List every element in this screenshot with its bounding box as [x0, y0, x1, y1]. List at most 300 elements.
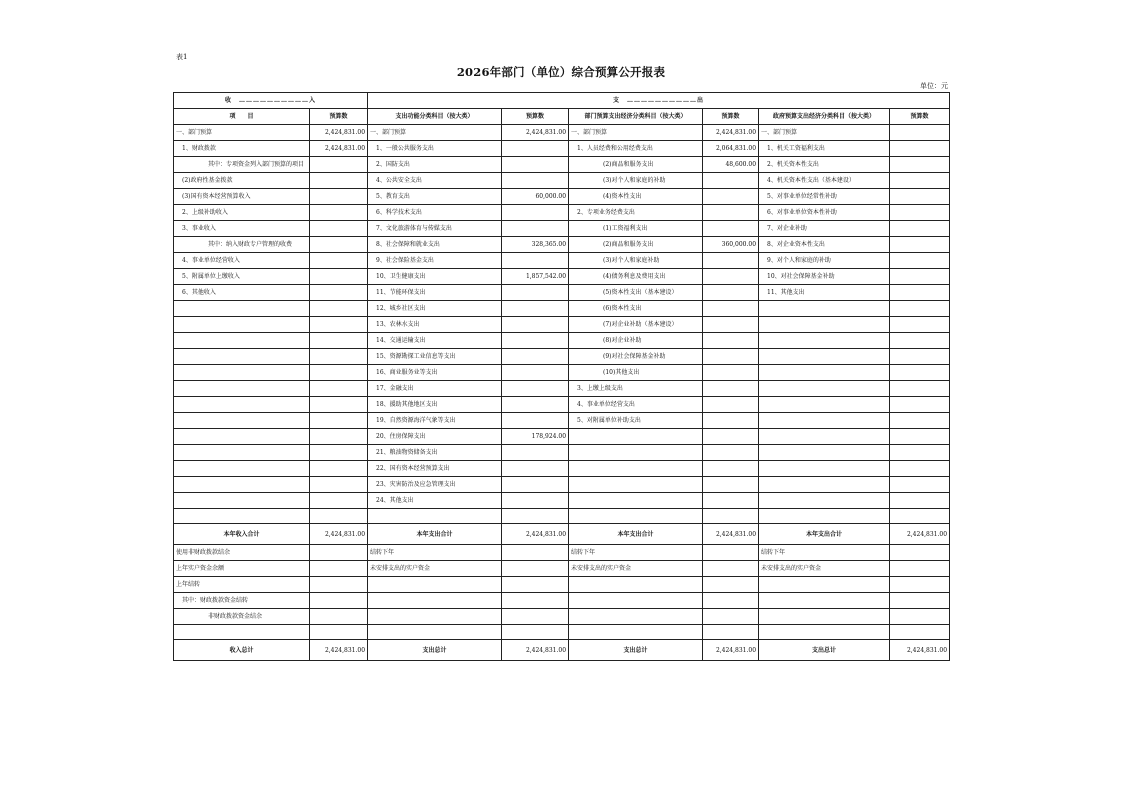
function-budget-cell: 60,000.00: [502, 189, 569, 205]
total-row: [174, 524, 950, 545]
function-item-cell: [368, 509, 502, 524]
function-item-cell: 19、自然资源海洋气象等支出: [368, 413, 502, 429]
gov-econ-budget-cell: [890, 413, 950, 429]
income-item-cell: 收入总计: [174, 640, 310, 661]
gov-econ-budget-cell: [890, 381, 950, 397]
dept-econ-item-cell: 本年支出合计: [569, 524, 703, 545]
function-item-cell: 9、社会保险基金支出: [368, 253, 502, 269]
gov-econ-budget-cell: [890, 397, 950, 413]
gov-econ-budget-cell: [890, 445, 950, 461]
function-item-cell: 15、资源勘探工业信息等支出: [368, 349, 502, 365]
dept-econ-budget-cell: [703, 317, 759, 333]
table-row: [174, 189, 950, 205]
table-row: [174, 461, 950, 477]
income-item-cell: [174, 397, 310, 413]
table-row: [174, 429, 950, 445]
income-budget-cell: [310, 237, 368, 253]
income-budget-cell: 2,424,831.00: [310, 524, 368, 545]
gov-econ-item-cell: [759, 349, 890, 365]
gov-econ-budget-cell: [890, 365, 950, 381]
income-budget-cell: [310, 413, 368, 429]
function-item-cell: 7、文化旅游体育与传媒支出: [368, 221, 502, 237]
gov-econ-item-cell: [759, 397, 890, 413]
dept-econ-budget-cell: [703, 285, 759, 301]
table-row: [174, 560, 950, 576]
gov-econ-budget-cell: [890, 429, 950, 445]
dept-econ-item-cell: 未安排支出的实户资金: [569, 560, 703, 576]
table-row: [174, 349, 950, 365]
income-budget-cell: 2,424,831.00: [310, 141, 368, 157]
function-item-cell: 21、粮油物资储备支出: [368, 445, 502, 461]
col-header-budget: 预算数: [310, 109, 368, 125]
income-budget-cell: [310, 624, 368, 639]
gov-econ-item-cell: 11、其他支出: [759, 285, 890, 301]
gov-econ-item-cell: 结转下年: [759, 544, 890, 560]
gov-econ-budget-cell: 2,424,831.00: [890, 524, 950, 545]
dept-econ-item-cell: 支出总计: [569, 640, 703, 661]
dept-econ-budget-cell: [703, 221, 759, 237]
dept-econ-budget-cell: [703, 269, 759, 285]
gov-econ-budget-cell: [890, 624, 950, 639]
gov-econ-budget-cell: [890, 253, 950, 269]
function-budget-cell: [502, 317, 569, 333]
function-item-cell: 16、商业服务业等支出: [368, 365, 502, 381]
col-header-item: 项 目: [174, 109, 310, 125]
function-budget-cell: [502, 349, 569, 365]
grand-total-row: [174, 640, 950, 661]
col-header-function-class: 支出功能分类科目（按大类）: [368, 109, 502, 125]
page-title: 2026年部门（单位）综合预算公开报表: [456, 65, 666, 79]
table-row: [174, 365, 950, 381]
function-item-cell: 6、科学技术支出: [368, 205, 502, 221]
function-budget-cell: [502, 461, 569, 477]
income-item-cell: [174, 301, 310, 317]
function-budget-cell: [502, 173, 569, 189]
income-item-cell: 5、附属单位上缴收入: [174, 269, 310, 285]
dept-econ-budget-cell: [703, 189, 759, 205]
gov-econ-budget-cell: [890, 189, 950, 205]
income-item-cell: [174, 493, 310, 509]
gov-econ-budget-cell: [890, 125, 950, 141]
dept-econ-item-cell: (10)其他支出: [569, 365, 703, 381]
function-budget-cell: [502, 221, 569, 237]
income-item-cell: 一、部门预算: [174, 125, 310, 141]
gov-econ-item-cell: 7、对企业补助: [759, 221, 890, 237]
function-budget-cell: [502, 285, 569, 301]
gov-econ-budget-cell: [890, 592, 950, 608]
gov-econ-item-cell: [759, 592, 890, 608]
col-header-budget: 预算数: [890, 109, 950, 125]
dept-econ-budget-cell: [703, 560, 759, 576]
income-item-cell: 使用非财政拨款结余: [174, 544, 310, 560]
income-group-header: 收 …………………………入: [174, 93, 368, 109]
table-row: [174, 173, 950, 189]
income-item-cell: [174, 413, 310, 429]
col-header-gov-economic-class: 政府预算支出经济分类科目（按大类）: [759, 109, 890, 125]
dept-econ-item-cell: (9)对社会保障基金补助: [569, 349, 703, 365]
dept-econ-budget-cell: [703, 477, 759, 493]
dept-econ-item-cell: 结转下年: [569, 544, 703, 560]
function-budget-cell: [502, 397, 569, 413]
gov-econ-budget-cell: [890, 349, 950, 365]
gov-econ-item-cell: 支出总计: [759, 640, 890, 661]
gov-econ-item-cell: [759, 624, 890, 639]
gov-econ-item-cell: 一、部门预算: [759, 125, 890, 141]
gov-econ-item-cell: [759, 365, 890, 381]
income-budget-cell: [310, 365, 368, 381]
function-item-cell: 20、住房保障支出: [368, 429, 502, 445]
function-budget-cell: [502, 608, 569, 624]
income-item-cell: [174, 429, 310, 445]
income-budget-cell: [310, 269, 368, 285]
dept-econ-item-cell: (8)对企业补助: [569, 333, 703, 349]
income-budget-cell: 2,424,831.00: [310, 125, 368, 141]
function-budget-cell: [502, 624, 569, 639]
income-item-cell: 上年结转: [174, 576, 310, 592]
table-row: [174, 381, 950, 397]
col-header-budget: 预算数: [502, 109, 569, 125]
function-budget-cell: [502, 509, 569, 524]
table-row: [174, 237, 950, 253]
function-budget-cell: [502, 544, 569, 560]
table-row: [174, 333, 950, 349]
function-item-cell: 1、一般公共服务支出: [368, 141, 502, 157]
dept-econ-item-cell: [569, 624, 703, 639]
dept-econ-item-cell: 1、人员经费和公用经费支出: [569, 141, 703, 157]
function-budget-cell: [502, 413, 569, 429]
table-row: [174, 624, 950, 639]
income-budget-cell: [310, 173, 368, 189]
gov-econ-item-cell: 9、对个人和家庭的补助: [759, 253, 890, 269]
gov-econ-budget-cell: [890, 509, 950, 524]
income-budget-cell: [310, 509, 368, 524]
dept-econ-item-cell: [569, 429, 703, 445]
income-budget-cell: [310, 157, 368, 173]
gov-econ-budget-cell: [890, 560, 950, 576]
function-budget-cell: [502, 333, 569, 349]
dept-econ-budget-cell: [703, 205, 759, 221]
gov-econ-item-cell: 本年支出合计: [759, 524, 890, 545]
group-header-row: [174, 93, 950, 109]
function-budget-cell: [502, 365, 569, 381]
income-item-cell: (3)国有资本经营预算收入: [174, 189, 310, 205]
income-item-cell: [174, 477, 310, 493]
dept-econ-budget-cell: 2,064,831.00: [703, 141, 759, 157]
dept-econ-item-cell: 一、部门预算: [569, 125, 703, 141]
dept-econ-item-cell: 5、对附属单位补助支出: [569, 413, 703, 429]
dept-econ-item-cell: (2)商品和服务支出: [569, 157, 703, 173]
gov-econ-budget-cell: [890, 173, 950, 189]
function-item-cell: [368, 608, 502, 624]
function-item-cell: 14、交通运输支出: [368, 333, 502, 349]
income-budget-cell: [310, 381, 368, 397]
table-row: [174, 317, 950, 333]
budget-table: [173, 92, 950, 661]
function-item-cell: 结转下年: [368, 544, 502, 560]
dept-econ-item-cell: [569, 461, 703, 477]
function-item-cell: 未安排支出的实户资金: [368, 560, 502, 576]
gov-econ-item-cell: [759, 413, 890, 429]
income-budget-cell: [310, 576, 368, 592]
function-item-cell: 10、卫生健康支出: [368, 269, 502, 285]
income-item-cell: 2、上级补助收入: [174, 205, 310, 221]
table-tag: 表1: [176, 53, 188, 61]
gov-econ-budget-cell: [890, 477, 950, 493]
table-row: [174, 253, 950, 269]
function-budget-cell: [502, 157, 569, 173]
function-item-cell: 18、援助其他地区支出: [368, 397, 502, 413]
income-budget-cell: [310, 560, 368, 576]
dept-econ-item-cell: 3、上缴上级支出: [569, 381, 703, 397]
dept-econ-budget-cell: 360,000.00: [703, 237, 759, 253]
income-item-cell: [174, 317, 310, 333]
income-item-cell: 1、财政拨款: [174, 141, 310, 157]
dept-econ-item-cell: (7)对企业补助（基本建设）: [569, 317, 703, 333]
gov-econ-budget-cell: [890, 157, 950, 173]
function-item-cell: 11、节能环保支出: [368, 285, 502, 301]
col-header-budget: 预算数: [703, 109, 759, 125]
dept-econ-item-cell: (6)资本性支出: [569, 301, 703, 317]
gov-econ-budget-cell: [890, 205, 950, 221]
table-row: [174, 269, 950, 285]
gov-econ-budget-cell: [890, 237, 950, 253]
gov-econ-item-cell: [759, 333, 890, 349]
table-row: [174, 592, 950, 608]
income-item-cell: 其中：纳入财政专户管理的收费: [174, 237, 310, 253]
gov-econ-budget-cell: [890, 461, 950, 477]
dept-econ-item-cell: (2)商品和服务支出: [569, 237, 703, 253]
dept-econ-budget-cell: [703, 624, 759, 639]
income-budget-cell: [310, 461, 368, 477]
income-budget-cell: [310, 477, 368, 493]
function-budget-cell: 2,424,831.00: [502, 125, 569, 141]
dept-econ-budget-cell: [703, 413, 759, 429]
function-item-cell: 本年支出合计: [368, 524, 502, 545]
dept-econ-item-cell: (1)工资福利支出: [569, 221, 703, 237]
dept-econ-budget-cell: [703, 333, 759, 349]
function-item-cell: 4、公共安全支出: [368, 173, 502, 189]
income-item-cell: (2)政府性基金拨款: [174, 173, 310, 189]
gov-econ-item-cell: [759, 608, 890, 624]
function-item-cell: 22、国有资本经营预算支出: [368, 461, 502, 477]
function-item-cell: 5、教育支出: [368, 189, 502, 205]
income-budget-cell: [310, 608, 368, 624]
gov-econ-budget-cell: [890, 301, 950, 317]
table-row: [174, 608, 950, 624]
dept-econ-budget-cell: 2,424,831.00: [703, 524, 759, 545]
income-budget-cell: [310, 493, 368, 509]
income-budget-cell: [310, 349, 368, 365]
function-budget-cell: 2,424,831.00: [502, 524, 569, 545]
income-budget-cell: [310, 317, 368, 333]
income-budget-cell: [310, 205, 368, 221]
dept-econ-budget-cell: [703, 544, 759, 560]
gov-econ-item-cell: 1、机关工资福利支出: [759, 141, 890, 157]
table-row: [174, 493, 950, 509]
gov-econ-budget-cell: [890, 544, 950, 560]
gov-econ-budget-cell: [890, 221, 950, 237]
gov-econ-item-cell: 8、对企业资本性支出: [759, 237, 890, 253]
function-budget-cell: 2,424,831.00: [502, 640, 569, 661]
function-item-cell: 12、城乡社区支出: [368, 301, 502, 317]
function-budget-cell: 328,365.00: [502, 237, 569, 253]
income-budget-cell: [310, 592, 368, 608]
income-item-cell: 本年收入合计: [174, 524, 310, 545]
dept-econ-budget-cell: [703, 576, 759, 592]
function-item-cell: 一、部门预算: [368, 125, 502, 141]
dept-econ-budget-cell: 2,424,831.00: [703, 640, 759, 661]
income-item-cell: [174, 365, 310, 381]
gov-econ-item-cell: [759, 509, 890, 524]
gov-econ-item-cell: [759, 429, 890, 445]
dept-econ-item-cell: [569, 608, 703, 624]
dept-econ-item-cell: [569, 509, 703, 524]
gov-econ-item-cell: 5、对事业单位经常性补助: [759, 189, 890, 205]
function-budget-cell: [502, 592, 569, 608]
gov-econ-item-cell: [759, 493, 890, 509]
dept-econ-budget-cell: [703, 381, 759, 397]
gov-econ-item-cell: [759, 301, 890, 317]
function-budget-cell: 1,857,542.00: [502, 269, 569, 285]
income-budget-cell: 2,424,831.00: [310, 640, 368, 661]
income-budget-cell: [310, 301, 368, 317]
gov-econ-item-cell: [759, 461, 890, 477]
table-row: [174, 477, 950, 493]
column-header-row: [174, 109, 950, 125]
function-budget-cell: [502, 205, 569, 221]
table-row: [174, 509, 950, 524]
income-budget-cell: [310, 189, 368, 205]
function-budget-cell: [502, 560, 569, 576]
income-budget-cell: [310, 445, 368, 461]
gov-econ-item-cell: 2、机关资本性支出: [759, 157, 890, 173]
function-item-cell: 8、社会保障和就业支出: [368, 237, 502, 253]
dept-econ-budget-cell: [703, 608, 759, 624]
col-header-dept-economic-class: 部门预算支出经济分类科目（按大类）: [569, 109, 703, 125]
income-item-cell: 其中：财政拨款资金结转: [174, 592, 310, 608]
income-budget-cell: [310, 285, 368, 301]
income-item-cell: 6、其他收入: [174, 285, 310, 301]
expense-group-header: 支 …………………………出: [368, 93, 950, 109]
income-item-cell: [174, 333, 310, 349]
table-row: [174, 544, 950, 560]
income-item-cell: 上年实户资金余额: [174, 560, 310, 576]
table-row: [174, 576, 950, 592]
dept-econ-item-cell: [569, 445, 703, 461]
income-budget-cell: [310, 544, 368, 560]
dept-econ-budget-cell: [703, 349, 759, 365]
dept-econ-budget-cell: [703, 493, 759, 509]
function-item-cell: [368, 624, 502, 639]
income-item-cell: 其中：专项资金列入部门预算的项目: [174, 157, 310, 173]
function-budget-cell: [502, 381, 569, 397]
function-budget-cell: [502, 576, 569, 592]
function-item-cell: 2、国防支出: [368, 157, 502, 173]
income-item-cell: [174, 349, 310, 365]
function-item-cell: 23、灾害防治及应急管理支出: [368, 477, 502, 493]
dept-econ-item-cell: [569, 477, 703, 493]
income-budget-cell: [310, 397, 368, 413]
dept-econ-item-cell: [569, 592, 703, 608]
income-item-cell: 3、事业收入: [174, 221, 310, 237]
gov-econ-budget-cell: [890, 493, 950, 509]
income-item-cell: 非财政拨款资金结余: [174, 608, 310, 624]
dept-econ-budget-cell: [703, 253, 759, 269]
dept-econ-item-cell: (4)资本性支出: [569, 189, 703, 205]
dept-econ-item-cell: (5)资本性支出（基本建设）: [569, 285, 703, 301]
gov-econ-item-cell: [759, 576, 890, 592]
dept-econ-item-cell: (4)债务利息及费用支出: [569, 269, 703, 285]
dept-econ-budget-cell: [703, 173, 759, 189]
table-row: [174, 205, 950, 221]
gov-econ-item-cell: [759, 477, 890, 493]
gov-econ-budget-cell: [890, 285, 950, 301]
gov-econ-budget-cell: 2,424,831.00: [890, 640, 950, 661]
function-item-cell: [368, 576, 502, 592]
income-item-cell: [174, 461, 310, 477]
gov-econ-item-cell: 6、对事业单位资本性补助: [759, 205, 890, 221]
unit-label: 单位：元: [920, 82, 948, 90]
gov-econ-budget-cell: [890, 317, 950, 333]
function-item-cell: 支出总计: [368, 640, 502, 661]
function-budget-cell: [502, 253, 569, 269]
income-item-cell: [174, 445, 310, 461]
dept-econ-budget-cell: [703, 429, 759, 445]
dept-econ-budget-cell: [703, 592, 759, 608]
gov-econ-budget-cell: [890, 333, 950, 349]
dept-econ-budget-cell: [703, 461, 759, 477]
function-item-cell: 24、其他支出: [368, 493, 502, 509]
dept-econ-item-cell: [569, 493, 703, 509]
dept-econ-item-cell: [569, 576, 703, 592]
function-item-cell: 17、金融支出: [368, 381, 502, 397]
function-budget-cell: [502, 477, 569, 493]
table-row: [174, 221, 950, 237]
dept-econ-budget-cell: [703, 397, 759, 413]
dept-econ-item-cell: (3)对个人和家庭补助: [569, 253, 703, 269]
gov-econ-item-cell: [759, 381, 890, 397]
table-row: [174, 445, 950, 461]
gov-econ-budget-cell: [890, 576, 950, 592]
dept-econ-budget-cell: [703, 301, 759, 317]
income-budget-cell: [310, 221, 368, 237]
income-budget-cell: [310, 429, 368, 445]
gov-econ-budget-cell: [890, 269, 950, 285]
dept-econ-budget-cell: [703, 509, 759, 524]
function-budget-cell: [502, 301, 569, 317]
income-budget-cell: [310, 333, 368, 349]
table-row: [174, 125, 950, 141]
function-item-cell: [368, 592, 502, 608]
income-item-cell: 4、事业单位经营收入: [174, 253, 310, 269]
gov-econ-item-cell: 未安排支出的实户资金: [759, 560, 890, 576]
gov-econ-item-cell: [759, 317, 890, 333]
table-row: [174, 301, 950, 317]
gov-econ-item-cell: 10、对社会保障基金补助: [759, 269, 890, 285]
dept-econ-budget-cell: [703, 445, 759, 461]
dept-econ-budget-cell: 2,424,831.00: [703, 125, 759, 141]
dept-econ-item-cell: 4、事业单位经营支出: [569, 397, 703, 413]
function-budget-cell: [502, 445, 569, 461]
income-item-cell: [174, 624, 310, 639]
table-row: [174, 397, 950, 413]
function-budget-cell: [502, 493, 569, 509]
dept-econ-budget-cell: [703, 365, 759, 381]
dept-econ-item-cell: (3)对个人和家庭的补助: [569, 173, 703, 189]
function-item-cell: 13、农林水支出: [368, 317, 502, 333]
gov-econ-budget-cell: [890, 141, 950, 157]
income-item-cell: [174, 381, 310, 397]
